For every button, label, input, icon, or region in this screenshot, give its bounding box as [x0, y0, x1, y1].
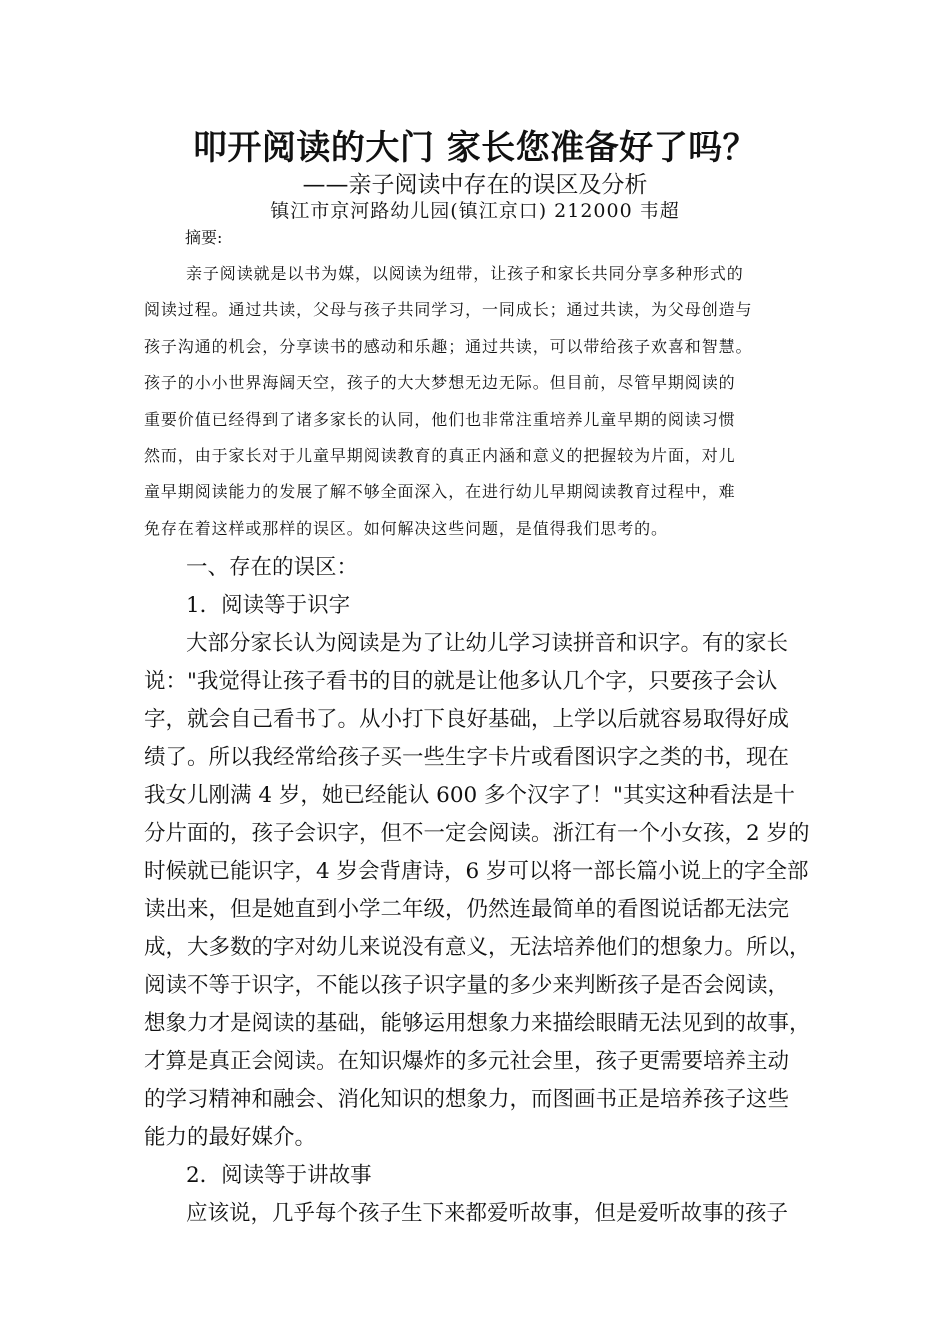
abstract-line: 重要价值已经得到了诸多家长的认同，他们也非常注重培养儿童早期的阅读习惯: [144, 409, 736, 429]
paragraph-1-line: 想象力才是阅读的基础，能够运用想象力来描绘眼睛无法见到的故事，: [144, 1011, 811, 1036]
abstract-label: 摘要:: [185, 228, 223, 247]
paragraph-1-line: 能力的最好媒介。: [144, 1125, 317, 1150]
abstract-line: 然而，由于家长对于儿童早期阅读教育的真正内涵和意义的把握较为片面，对儿: [144, 445, 736, 465]
abstract-block: [144, 256, 816, 547]
paragraph-1-line: 绩了。所以我经常给孩子买一些生字卡片或看图识字之类的书，现在: [144, 745, 790, 770]
paragraph-1-line: 才算是真正会阅读。在知识爆炸的多元社会里，孩子更需要培养主动: [144, 1049, 790, 1074]
paragraph-1-line: 字，就会自己看书了。从小打下良好基础，上学以后就容易取得好成: [144, 707, 790, 732]
document-title: 叩开阅读的大门 家长您准备好了吗？: [192, 128, 758, 168]
paragraph-1-line: 分片面的，孩子会识字，但不一定会阅读。浙江有一个小女孩，2 岁的: [144, 821, 810, 846]
document-subtitle: ——亲子阅读中存在的误区及分析: [302, 172, 648, 198]
subheading-2: 2．阅读等于讲故事: [186, 1163, 372, 1188]
abstract-line: 阅读过程。通过共读，父母与孩子共同学习，一同成长；通过共读，为父母创造与: [144, 300, 753, 320]
paragraph-1-line: 成，大多数的字对幼儿来说没有意义，无法培养他们的想象力。所以，: [144, 935, 811, 960]
abstract-line: 孩子的小小世界海阔天空，孩子的大大梦想无边无际。但目前，尽管早期阅读的: [144, 373, 736, 393]
paragraph-1-line: 时候就已能识字，4 岁会背唐诗，6 岁可以将一部长篇小说上的字全部: [144, 859, 809, 884]
document-body: [144, 549, 824, 1233]
paragraph-2-line: 应该说，几乎每个孩子生下来都爱听故事，但是爱听故事的孩子: [186, 1201, 789, 1226]
abstract-line: 亲子阅读就是以书为媒，以阅读为纽带，让孩子和家长共同分享多种形式的: [186, 264, 744, 283]
paragraph-1-line: 的学习精神和融会、消化知识的想象力，而图画书正是培养孩子这些: [144, 1087, 790, 1112]
abstract-line: 孩子沟通的机会，分享读书的感动和乐趣；通过共读，可以带给孩子欢喜和智慧。: [144, 336, 753, 356]
paragraph-1-line: 说："我觉得让孩子看书的目的就是让他多认几个字，只要孩子会认: [144, 669, 778, 694]
subheading-1: 1．阅读等于识字: [186, 593, 351, 618]
paragraph-1-line: 读出来，但是她直到小学二年级，仍然连最简单的看图说话都无法完: [144, 897, 790, 922]
author-line: 镇江市京河路幼儿园(镇江京口) 212000 韦超: [270, 200, 680, 222]
abstract-line: 免存在着这样或那样的误区。如何解决这些问题，是值得我们思考的。: [144, 518, 668, 538]
abstract-line: 童早期阅读能力的发展了解不够全面深入，在进行幼儿早期阅读教育过程中，难: [144, 482, 736, 502]
paragraph-1-line: 大部分家长认为阅读是为了让幼儿学习读拼音和识字。有的家长: [186, 631, 789, 656]
paragraph-1-line: 阅读不等于识字，不能以孩子识字量的多少来判断孩子是否会阅读，: [144, 973, 790, 998]
section-heading: 一、存在的误区：: [186, 555, 359, 580]
paragraph-1-line: 我女儿刚满 4 岁，她已经能认 600 多个汉字了！"其实这种看法是十: [144, 783, 795, 808]
